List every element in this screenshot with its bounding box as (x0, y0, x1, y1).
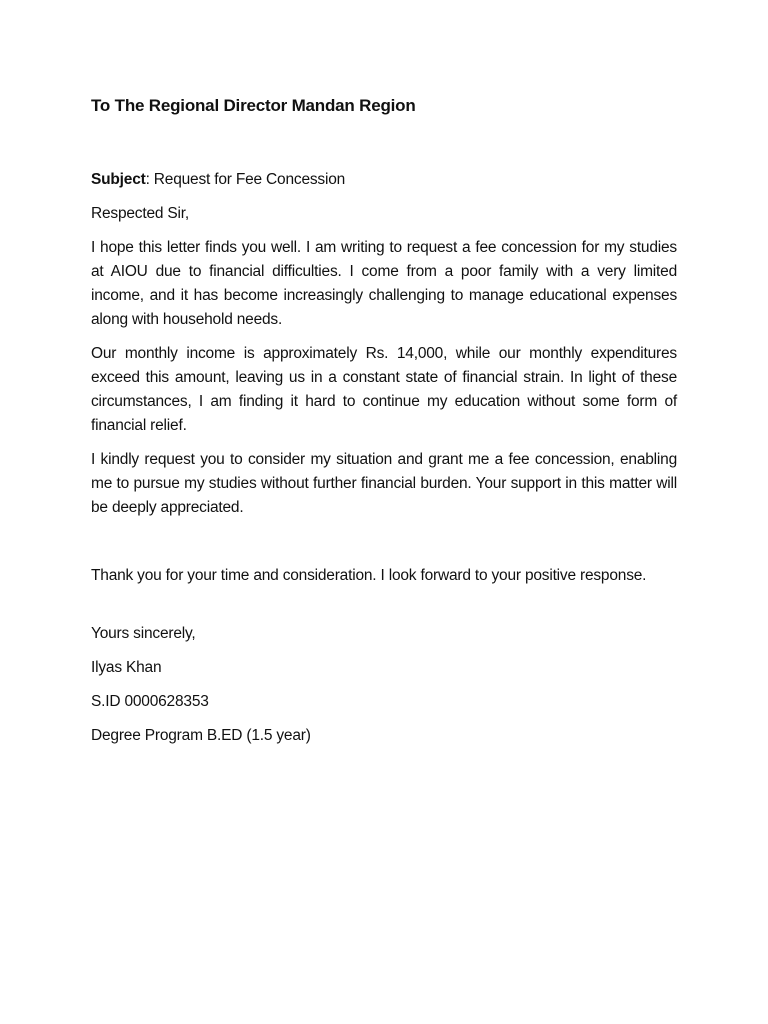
paragraph-thanks: Thank you for your time and consideration. I look forward to your positive response. (91, 567, 647, 584)
degree-program: Degree Program B.ED (1.5 year) (91, 727, 311, 744)
subject-line (91, 168, 677, 192)
letter-recipient: To The Regional Director Mandan Region (91, 96, 416, 115)
closing: Yours sincerely, (91, 625, 196, 642)
subject-text: : Request for Fee Concession (145, 171, 346, 188)
salutation: Respected Sir, (91, 205, 190, 222)
paragraph-income: Our monthly income is approximately Rs. 14,000, while our monthly expenditures exceed this amount, leaving us in a constant state of financial strain. In light of these circumstances, I am finding it hard to continue my education without some form of financial relief. (91, 345, 677, 434)
letter-body (91, 168, 677, 748)
paragraph-appeal: I kindly request you to consider my situation and grant me a fee concession, enabling me to pursue my studies without further financial burden. Your support in this matter will be deeply appreciated. (91, 451, 677, 516)
student-id: S.ID 0000628353 (91, 693, 209, 710)
paragraph-request: I hope this letter finds you well. I am writing to request a fee concession for my studies at AIOU due to financial difficulties. I come from a poor family with a very limited income, and it has become increasingly challenging to manage educational expenses along with household needs. (91, 239, 677, 328)
sender-name: Ilyas Khan (91, 659, 162, 676)
subject-label: Subject (91, 171, 146, 188)
